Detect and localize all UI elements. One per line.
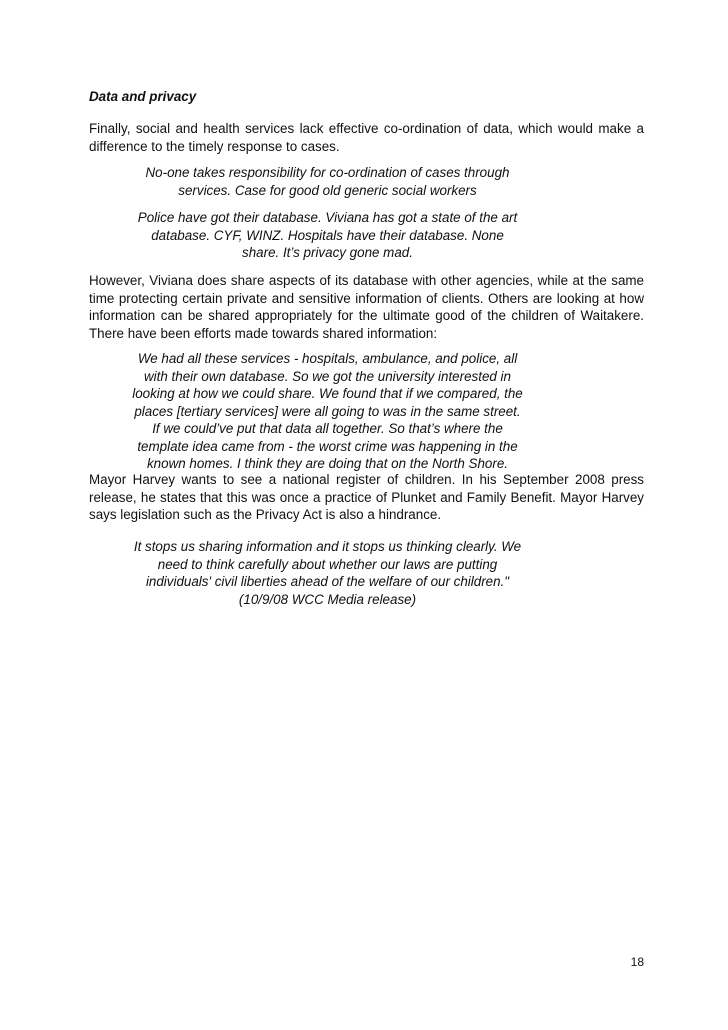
quote-line: need to think carefully about whether our laws are putting — [157, 556, 498, 572]
quote-line: known homes. I think they are doing that on the North Shore. — [146, 456, 509, 471]
block-quote-media-release — [110, 538, 545, 608]
section-heading: Data and privacy — [89, 89, 197, 104]
quote-line: If we could’ve put that data all together. So that’s where the — [152, 421, 503, 436]
quote-citation: (10/9/08 WCC Media release) — [238, 591, 417, 607]
quote-line: database. CYF, WINZ. Hospitals have their database. None — [151, 227, 504, 243]
quote-line: template idea came from - the worst crime was happening in the — [137, 438, 518, 454]
block-quote-databases — [110, 209, 545, 262]
quote-line: No-one takes responsibility for co-ordination of cases through — [145, 165, 510, 180]
block-quote-coordination — [110, 164, 545, 199]
quote-line: Police have got their database. Viviana has got a state of the art — [137, 210, 518, 225]
page-number: 18 — [630, 955, 644, 969]
paragraph-coordination: Finally, social and health services lack effective co-ordination of data, which would make a difference to the timely response to cases. — [89, 121, 644, 154]
quote-line: share. It’s privacy gone mad. — [242, 245, 413, 260]
quote-line: individuals' civil liberties ahead of the welfare of our children." — [145, 574, 510, 589]
quote-line: We had all these services - hospitals, ambulance, and police, all — [137, 351, 518, 366]
quote-line: looking at how we could share. We found that if we compared, the — [132, 386, 523, 401]
quote-line: with their own database. So we got the university interested in — [144, 368, 511, 384]
block-quote-template-idea — [110, 350, 545, 473]
quote-line: services. Case for good old generic social workers — [178, 182, 477, 198]
quote-line: It stops us sharing information and it stops us thinking clearly. We — [133, 539, 522, 554]
paragraph-viviana-sharing: However, Viviana does share aspects of its database with other agencies, while at the same time protecting certain private and sensitive information of clients. Others are looking at how information can be shared appropriately for the ultimate good of the children of Waitakere. There have been efforts made towards shared information: — [89, 273, 644, 341]
quote-line: places [tertiary services] were all going to was in the same street. — [134, 403, 521, 419]
paragraph-mayor-harvey: Mayor Harvey wants to see a national register of children. In his September 2008 press release, he states that this was once a practice of Plunket and Family Benefit. Mayor Harvey says legislation such as the Privacy Act is also a hindrance. — [89, 472, 644, 522]
